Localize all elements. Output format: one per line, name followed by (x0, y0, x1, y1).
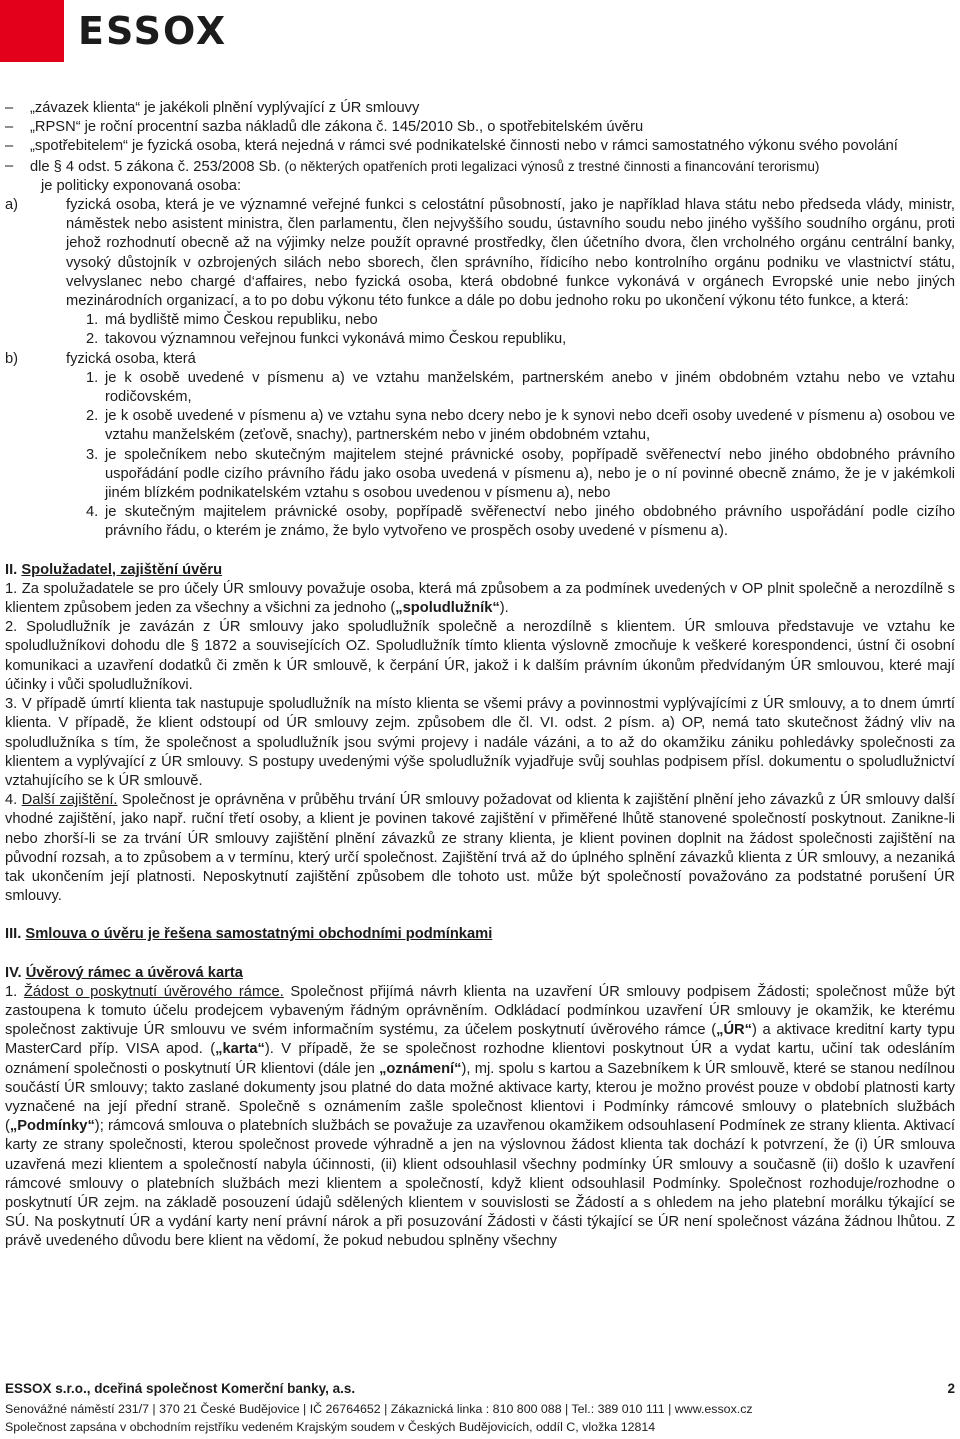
section-2-paragraph-1: 1. Za spolužadatele se pro účely ÚR smlouvy považuje osoba, která má způsobem a za podmínek uvedených v OP plnit společně a nerozdílně s klientem způsobem jeden za všechny a všichni za jednoho („spoludlužník“). (5, 580, 955, 617)
section-2-heading: II. Spolužadatel, zajištění úvěru (5, 561, 223, 578)
definition-item: – „spotřebitelem“ je fyzická osoba, která nejedná v rámci své podnikatelské činnosti nebo v rámci samostatného výkonu svého povolání (5, 138, 898, 155)
pep-definition: – dle § 4 odst. 5 zákona č. 253/2008 Sb. (o některých opatřeních proti legalizaci výnosů z trestné činnosti a financování terorismu) (5, 157, 820, 175)
section-2-paragraph-4: 4. Další zajištění. Společnost je oprávněna v průběhu trvání ÚR smlouvy požadovat od klienta k zajištění plnění jeho závazků z ÚR smlouvy další vhodné zajištění, jako např. ruční třetí osoby, a klient je povinen takové zajištění v přiměřené lhůtě stanovené společností poskytnout. Zanikne-li nebo zhorší-li se za trvání ÚR smlouvy zajištění plnění závazků ze strany klienta, je klient povinen doplnit na žádost společnosti zajištění na původní rozsah, a to způsobem a v termínu, který určí společnost. Zajištění trvá až do úplného splnění závazků klienta z ÚR smlouvy, a nezaniká tak ukončením její platnosti. Neposkytnutí zajištění způsobem dle tohoto ust. může být společností považováno za podstatné porušení ÚR smlouvy. (5, 792, 955, 905)
pep-subitem: 3. je společníkem nebo skutečným majitelem stejné právnické osoby, popřípadě svěřenectví nebo jiného obdobného právního uspořádání podle cizího právního řádu jako osoba uvedená v písmenu a), nebo je o ní povinné obecně známo, že je v jakémkoli jiném blízkém podnikatelském vztahu s osobou uvedenou v písmenu a), nebo (86, 446, 955, 502)
pep-item-a: a) fyzická osoba, která je ve významné veřejné funkci s celostátní působností, jako je například hlava státu nebo předseda vlády, ministr, náměstek nebo asistent ministra, člen parlamentu, člen nejvyššího soudu, ústavního soudu nebo jiného vyššího soudního orgánu, proti jehož rozhodnutí obecně až na výjimky nelze použít opravné prostředky, člen účetního dvora, člen vrcholného orgánu centrální banky, vysoký důstojník v ozbrojených silách nebo sborech, člen správního, řídicího nebo kontrolního orgánu podniku ve vlastnictví státu, velvyslanec nebo chargé d‘affaires, nebo fyzická osoba, která obdobné funkce vykonává v orgánech Evropské unie nebo jiných mezinárodních organizací, a to po dobu výkonu této funkce a dále po dobu jednoho roku po ukončení výkonu této funkce, a která: (5, 197, 955, 310)
page-footer (5, 1380, 955, 1436)
definition-item: – „závazek klienta“ je jakékoli plnění vyplývající z ÚR smlouvy (5, 100, 420, 116)
page-number: 2 (947, 1381, 955, 1396)
pep-intro-continued: je politicky exponovaná osoba: (41, 177, 242, 194)
pep-subitem: 1. má bydliště mimo Českou republiku, nebo (86, 312, 378, 329)
section-2-paragraph-3: 3. V případě úmrtí klienta tak nastupuje spoludlužník na místo klienta se všemi právy a povinnostmi vyplývajícími z ÚR smlouvy, a to dnem úmrtí klienta. V případě, že klient odstoupí od ÚR smlouvy zejm. způsobem dle čl. VI. odst. 2 písm. a) OP, nemá tato skutečnost žádný vliv na spoludlužníka s tím, že společnost a spoludlužník jsou svými projevy i nadále vázáni, a to až do okamžiku zániku pohledávky společnosti za klientem a vyplývající z ÚR smlouvy. S postupy uvedenými výše spoludlužník vyjadřuje svůj souhlas podpisem přísl. dokumentu o spoludlužnictví vztahujícího se k ÚR smlouvě. (5, 696, 955, 789)
pep-subitem: 4. je skutečným majitelem právnické osoby, popřípadě svěřenectví nebo jiného obdobného právního uspořádání podle cizího právního řádu, o kterém je známo, že bylo vytvořeno ve prospěch osoby uvedené v písmenu a). (86, 504, 955, 540)
pep-subitem: 2. takovou významnou veřejnou funkci vykonává mimo Českou republiku, (86, 331, 567, 348)
logo-wordmark: ESSOX (78, 9, 228, 53)
document-body (5, 99, 955, 1252)
footer-address: Senovážné náměstí 231/7 | 370 21 České Budějovice | IČ 26764652 | Zákaznická linka : 810 800 088 | Tel.: 389 010 111 | www.essox.cz (5, 1402, 753, 1416)
definition-item: – „RPSN“ je roční procentní sazba nákladů dle zákona č. 145/2010 Sb., o spotřebitelském úvěru (5, 119, 644, 136)
section-4-heading: IV. Úvěrový rámec a úvěrová karta (5, 964, 243, 981)
section-4-paragraph-1: 1. Žádost o poskytnutí úvěrového rámce. Společnost přijímá návrh klienta na uzavření ÚR smlouvy podpisem Žádosti; společnost může být zastoupena k tomuto účelu prodejcem vybaveným řádným oprávněním. Odkládací podmínkou uzavření ÚR smlouvy je okamžik, ke kterému společnost zaktivuje ÚR smlouvu ve svém informačním systému, za účelem poskytnutí úvěrového rámce („ÚR“) a aktivace kreditní karty typu MasterCard příp. VISA apod. („karta“). V případě, že se společnost rozhodne klientovi poskytnout ÚR a vydat kartu, učiní tak odesláním oznámení společnosti o poskytnutí ÚR klientovi (dále jen „oznámení“), mj. spolu s kartou a Sazebníkem k ÚR smlouvě, které se stanou nedílnou součástí ÚR smlouvy; takto zaslané dokumenty jsou platné do data možné aktivace karty, kterou je možno provést pouze v období platnosti karty vyznačené na její přední straně. Společně s oznámením zašle společnost klientovi i Podmínky rámcové smlouvy o platebních službách („Podmínky“); rámcová smlouva o platebních službách se považuje za uzavřenou okamžikem odsouhlasení Podmínek ze strany klienta. Aktivací karty ze strany společnosti, kterou společnost provede výhradně a jen na výslovnou žádost klienta tak dochází k potvrzení, že (i) ÚR smlouva uzavřená mezi klientem a společností nabyla účinnosti, (ii) klient odsouhlasil všechny podmínky ÚR smlouvy a současně (ii) došlo k uzavření rámcové smlouvy o platebních službách mezi klientem a společností, když klient odsouhlasil Podmínky. Společnost rozhoduje/rozhodne o poskytnutí ÚR zejm. na základě posouzení údajů sdělených klientem v souvislosti se Žádostí a s ohledem na jeho platební morálku týkající se SÚ. Na poskytnutí ÚR a vydání karty není právní nárok a při posuzování Žádosti v části týkající se ÚR není společnost vázána žádnou lhůtou. Z právě uvedeného důvodu bere klient na vědomí, že pokud nebudou splněny všechny (5, 983, 956, 1250)
footer-registry: Společnost zapsána v obchodním rejstříku vedeném Krajským soudem v Českých Budějovicích, oddíl C, vložka 12814 (5, 1420, 656, 1434)
pep-subitem: 1. je k osobě uvedené v písmenu a) ve vztahu manželském, partnerském anebo v jiném obdobném vztahu nebo ve vztahu rodičovském, (86, 369, 955, 406)
logo-red-square (0, 0, 64, 62)
section-2-paragraph-2: 2. Spoludlužník je zavázán z ÚR smlouvy jako spoludlužník společně a nerozdílně s klientem. ÚR smlouva představuje ve vztahu ke spoludlužníkovi dohodu dle § 1872 a souvisejících OZ. Spoludlužník tímto klienta výslovně zmocňuje k veškeré korespondenci, ústní či osobní komunikaci a uzavření dodatků či změn k ÚR smlouvě, k čerpání ÚR, jakož i k dalším právním úkonům předvídaným ÚR smlouvou, které mají účinky i vůči spoludlužníkovi. (5, 619, 955, 693)
pep-subitem: 2. je k osobě uvedené v písmenu a) ve vztahu syna nebo dcery nebo je k synovi nebo dceři osoby uvedené v písmenu a) osobou ve vztahu manželském (zeťově, snachy), partnerském nebo v jiném obdobném vztahu, (86, 408, 955, 444)
section-3-heading: III. Smlouva o úvěru je řešena samostatnými obchodními podmínkami (5, 926, 493, 943)
footer-company: ESSOX s.r.o., dceřiná společnost Komerční banky, a.s. (5, 1381, 356, 1396)
essox-logo (0, 0, 227, 62)
pep-item-b: b) fyzická osoba, která (5, 350, 196, 367)
